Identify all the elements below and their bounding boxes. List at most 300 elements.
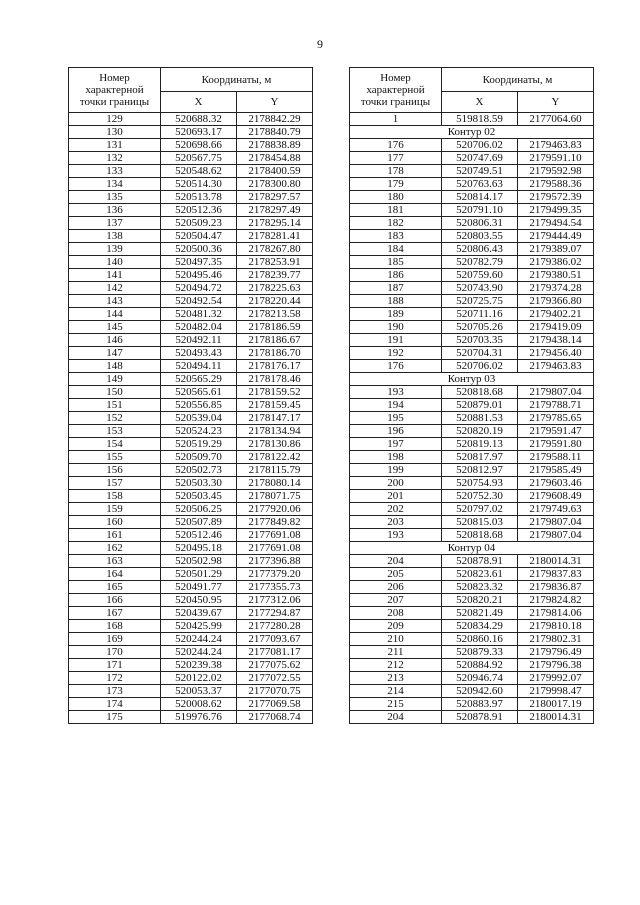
x-coordinate-cell: 520244.24 <box>161 633 237 646</box>
point-number-cell: 146 <box>69 334 161 347</box>
table-row <box>350 568 594 581</box>
y-coordinate-cell: 2177064.60 <box>518 113 594 126</box>
x-coordinate-cell: 520567.75 <box>161 152 237 165</box>
y-coordinate-cell: 2179494.54 <box>518 217 594 230</box>
contour-label: Контур 02 <box>350 126 594 139</box>
y-coordinate-cell: 2179444.49 <box>518 230 594 243</box>
x-coordinate-cell: 520820.21 <box>442 594 518 607</box>
y-coordinate-cell: 2179588.11 <box>518 451 594 464</box>
point-number-cell: 177 <box>350 152 442 165</box>
y-coordinate-cell: 2177355.73 <box>237 581 313 594</box>
table-row <box>350 217 594 230</box>
x-coordinate-cell: 520823.32 <box>442 581 518 594</box>
table-row <box>350 529 594 542</box>
table-row <box>69 126 313 139</box>
y-coordinate-cell: 2179592.98 <box>518 165 594 178</box>
y-header: Y <box>518 92 594 113</box>
table-row <box>350 139 594 152</box>
x-coordinate-cell: 520942.60 <box>442 685 518 698</box>
x-coordinate-cell: 520791.10 <box>442 204 518 217</box>
y-coordinate-cell: 2177920.06 <box>237 503 313 516</box>
x-coordinate-cell: 520821.49 <box>442 607 518 620</box>
table-row <box>69 308 313 321</box>
table-row <box>350 698 594 711</box>
x-coordinate-cell: 520503.45 <box>161 490 237 503</box>
y-coordinate-cell: 2179591.10 <box>518 152 594 165</box>
x-coordinate-cell: 520497.35 <box>161 256 237 269</box>
y-coordinate-cell: 2179837.83 <box>518 568 594 581</box>
x-coordinate-cell: 520501.29 <box>161 568 237 581</box>
x-coordinate-cell: 520519.29 <box>161 438 237 451</box>
x-coordinate-cell: 520481.32 <box>161 308 237 321</box>
table-row <box>350 282 594 295</box>
point-number-cell: 162 <box>69 542 161 555</box>
point-number-cell: 147 <box>69 347 161 360</box>
table-row <box>69 464 313 477</box>
point-number-cell: 133 <box>69 165 161 178</box>
table-row <box>69 269 313 282</box>
table-row <box>350 178 594 191</box>
point-number-cell: 153 <box>69 425 161 438</box>
x-coordinate-cell: 519976.76 <box>161 711 237 724</box>
x-coordinate-cell: 520491.77 <box>161 581 237 594</box>
x-coordinate-cell: 520495.18 <box>161 542 237 555</box>
x-coordinate-cell: 520548.62 <box>161 165 237 178</box>
point-number-cell: 159 <box>69 503 161 516</box>
x-coordinate-cell: 520494.11 <box>161 360 237 373</box>
table-row <box>350 360 594 373</box>
x-coordinate-cell: 520482.04 <box>161 321 237 334</box>
x-coordinate-cell: 520565.61 <box>161 386 237 399</box>
table-row <box>350 191 594 204</box>
point-number-cell: 191 <box>350 334 442 347</box>
point-number-cell: 211 <box>350 646 442 659</box>
contour-label: Контур 03 <box>350 373 594 386</box>
y-coordinate-cell: 2177312.06 <box>237 594 313 607</box>
point-number-cell: 197 <box>350 438 442 451</box>
x-coordinate-cell: 520814.17 <box>442 191 518 204</box>
x-coordinate-cell: 520509.23 <box>161 217 237 230</box>
table-row <box>69 256 313 269</box>
point-number-cell: 168 <box>69 620 161 633</box>
point-number-cell: 157 <box>69 477 161 490</box>
x-coordinate-cell: 520239.38 <box>161 659 237 672</box>
y-coordinate-cell: 2179402.21 <box>518 308 594 321</box>
y-coordinate-cell: 2179419.09 <box>518 321 594 334</box>
x-coordinate-cell: 520725.75 <box>442 295 518 308</box>
table-row <box>350 334 594 347</box>
y-coordinate-cell: 2179366.80 <box>518 295 594 308</box>
y-coordinate-cell: 2178297.49 <box>237 204 313 217</box>
x-coordinate-cell: 520495.46 <box>161 269 237 282</box>
y-coordinate-cell: 2178159.52 <box>237 386 313 399</box>
point-number-cell: 166 <box>69 594 161 607</box>
y-coordinate-cell: 2179499.35 <box>518 204 594 217</box>
point-number-cell: 151 <box>69 399 161 412</box>
point-number-cell: 158 <box>69 490 161 503</box>
table-row <box>350 581 594 594</box>
x-coordinate-cell: 520749.51 <box>442 165 518 178</box>
y-coordinate-cell: 2178842.29 <box>237 113 313 126</box>
x-coordinate-cell: 520806.31 <box>442 217 518 230</box>
table-row <box>350 269 594 282</box>
x-coordinate-cell: 520703.35 <box>442 334 518 347</box>
table-row <box>350 204 594 217</box>
x-coordinate-cell: 520818.68 <box>442 529 518 542</box>
x-coordinate-cell: 520752.30 <box>442 490 518 503</box>
table-row <box>350 451 594 464</box>
x-coordinate-cell: 520122.02 <box>161 672 237 685</box>
x-coordinate-cell: 520008.62 <box>161 698 237 711</box>
point-number-cell: 132 <box>69 152 161 165</box>
table-row <box>69 178 313 191</box>
table-row <box>350 425 594 438</box>
point-number-cell: 193 <box>350 386 442 399</box>
y-coordinate-cell: 2179992.07 <box>518 672 594 685</box>
table-row <box>69 555 313 568</box>
table-row <box>350 243 594 256</box>
point-number-cell: 135 <box>69 191 161 204</box>
x-coordinate-cell: 520704.31 <box>442 347 518 360</box>
x-coordinate-cell: 520803.55 <box>442 230 518 243</box>
y-coordinate-cell: 2178071.75 <box>237 490 313 503</box>
point-number-cell: 145 <box>69 321 161 334</box>
y-coordinate-cell: 2178454.88 <box>237 152 313 165</box>
table-row <box>69 243 313 256</box>
x-coordinate-cell: 520782.79 <box>442 256 518 269</box>
x-coordinate-cell: 520053.37 <box>161 685 237 698</box>
point-number-cell: 149 <box>69 373 161 386</box>
x-coordinate-cell: 520512.46 <box>161 529 237 542</box>
y-coordinate-cell: 2179836.87 <box>518 581 594 594</box>
point-number-cell: 138 <box>69 230 161 243</box>
point-number-cell: 150 <box>69 386 161 399</box>
y-coordinate-cell: 2177069.58 <box>237 698 313 711</box>
table-row <box>69 503 313 516</box>
point-number-cell: 178 <box>350 165 442 178</box>
table-row <box>69 230 313 243</box>
point-number-cell: 185 <box>350 256 442 269</box>
y-coordinate-cell: 2179591.47 <box>518 425 594 438</box>
table-row <box>350 152 594 165</box>
table-row <box>69 516 313 529</box>
table-row <box>69 360 313 373</box>
table-row <box>350 646 594 659</box>
table-row <box>69 386 313 399</box>
table-row <box>69 412 313 425</box>
point-number-header: Номер характерной точки границы <box>350 68 442 113</box>
table-row <box>350 672 594 685</box>
y-coordinate-cell: 2179456.40 <box>518 347 594 360</box>
y-coordinate-cell: 2179807.04 <box>518 386 594 399</box>
point-number-cell: 205 <box>350 568 442 581</box>
y-coordinate-cell: 2179591.80 <box>518 438 594 451</box>
point-number-cell: 215 <box>350 698 442 711</box>
x-coordinate-cell: 520506.25 <box>161 503 237 516</box>
y-coordinate-cell: 2177075.62 <box>237 659 313 672</box>
table-row <box>350 113 594 126</box>
x-coordinate-cell: 520759.60 <box>442 269 518 282</box>
y-header: Y <box>237 92 313 113</box>
point-number-cell: 181 <box>350 204 442 217</box>
y-coordinate-cell: 2178400.59 <box>237 165 313 178</box>
table-row <box>69 529 313 542</box>
x-coordinate-cell: 520450.95 <box>161 594 237 607</box>
table-row <box>350 594 594 607</box>
table-row <box>69 438 313 451</box>
y-coordinate-cell: 2179603.46 <box>518 477 594 490</box>
table-row <box>350 633 594 646</box>
y-coordinate-cell: 2179749.63 <box>518 503 594 516</box>
x-coordinate-cell: 520834.29 <box>442 620 518 633</box>
table-row <box>350 295 594 308</box>
point-number-cell: 171 <box>69 659 161 672</box>
point-number-cell: 189 <box>350 308 442 321</box>
x-header: X <box>161 92 237 113</box>
y-coordinate-cell: 2180014.31 <box>518 711 594 724</box>
x-coordinate-cell: 520502.98 <box>161 555 237 568</box>
table-row <box>69 373 313 386</box>
table-row <box>69 165 313 178</box>
x-coordinate-cell: 520556.85 <box>161 399 237 412</box>
y-coordinate-cell: 2179463.83 <box>518 139 594 152</box>
x-coordinate-cell: 520812.97 <box>442 464 518 477</box>
x-coordinate-cell: 520815.03 <box>442 516 518 529</box>
x-coordinate-cell: 520492.11 <box>161 334 237 347</box>
point-number-cell: 148 <box>69 360 161 373</box>
point-number-cell: 214 <box>350 685 442 698</box>
y-coordinate-cell: 2177070.75 <box>237 685 313 698</box>
table-row <box>350 230 594 243</box>
table-row <box>69 633 313 646</box>
table-row <box>69 698 313 711</box>
y-coordinate-cell: 2179585.49 <box>518 464 594 477</box>
table-row <box>350 620 594 633</box>
x-coordinate-cell: 520946.74 <box>442 672 518 685</box>
y-coordinate-cell: 2179824.82 <box>518 594 594 607</box>
y-coordinate-cell: 2177280.28 <box>237 620 313 633</box>
y-coordinate-cell: 2178134.94 <box>237 425 313 438</box>
table-row <box>69 490 313 503</box>
y-coordinate-cell: 2177379.20 <box>237 568 313 581</box>
x-coordinate-cell: 520879.01 <box>442 399 518 412</box>
point-number-cell: 142 <box>69 282 161 295</box>
point-number-cell: 169 <box>69 633 161 646</box>
point-number-cell: 204 <box>350 711 442 724</box>
point-number-cell: 170 <box>69 646 161 659</box>
point-number-cell: 155 <box>69 451 161 464</box>
coordinates-table-left <box>68 67 313 724</box>
point-number-cell: 212 <box>350 659 442 672</box>
y-coordinate-cell: 2178130.86 <box>237 438 313 451</box>
x-coordinate-cell: 520539.04 <box>161 412 237 425</box>
point-number-cell: 143 <box>69 295 161 308</box>
point-number-cell: 174 <box>69 698 161 711</box>
x-coordinate-cell: 520820.19 <box>442 425 518 438</box>
point-number-cell: 190 <box>350 321 442 334</box>
x-coordinate-cell: 519818.59 <box>442 113 518 126</box>
point-number-cell: 204 <box>350 555 442 568</box>
x-coordinate-cell: 520878.91 <box>442 711 518 724</box>
y-coordinate-cell: 2178225.63 <box>237 282 313 295</box>
point-number-cell: 203 <box>350 516 442 529</box>
y-coordinate-cell: 2178840.79 <box>237 126 313 139</box>
point-number-cell: 175 <box>69 711 161 724</box>
y-coordinate-cell: 2178147.17 <box>237 412 313 425</box>
table-row <box>350 438 594 451</box>
x-coordinate-cell: 520823.61 <box>442 568 518 581</box>
x-coordinate-cell: 520509.70 <box>161 451 237 464</box>
point-number-cell: 195 <box>350 412 442 425</box>
y-coordinate-cell: 2179374.28 <box>518 282 594 295</box>
x-coordinate-cell: 520747.69 <box>442 152 518 165</box>
point-number-cell: 188 <box>350 295 442 308</box>
point-number-header: Номер характерной точки границы <box>69 68 161 113</box>
coordinates-header: Координаты, м <box>442 68 594 92</box>
x-coordinate-cell: 520492.54 <box>161 295 237 308</box>
table-row <box>350 386 594 399</box>
y-coordinate-cell: 2179814.06 <box>518 607 594 620</box>
table-row <box>69 204 313 217</box>
point-number-cell: 206 <box>350 581 442 594</box>
x-coordinate-cell: 520507.89 <box>161 516 237 529</box>
table-row <box>69 282 313 295</box>
y-coordinate-cell: 2179386.02 <box>518 256 594 269</box>
table-row <box>350 477 594 490</box>
x-coordinate-cell: 520693.17 <box>161 126 237 139</box>
x-header: X <box>442 92 518 113</box>
contour-label: Контур 04 <box>350 542 594 555</box>
x-coordinate-cell: 520524.23 <box>161 425 237 438</box>
y-coordinate-cell: 2178186.70 <box>237 347 313 360</box>
point-number-cell: 165 <box>69 581 161 594</box>
point-number-cell: 196 <box>350 425 442 438</box>
point-number-cell: 210 <box>350 633 442 646</box>
point-number-cell: 200 <box>350 477 442 490</box>
y-coordinate-cell: 2178267.80 <box>237 243 313 256</box>
point-number-cell: 199 <box>350 464 442 477</box>
table-row <box>69 152 313 165</box>
x-coordinate-cell: 520503.30 <box>161 477 237 490</box>
point-number-cell: 152 <box>69 412 161 425</box>
y-coordinate-cell: 2178122.42 <box>237 451 313 464</box>
y-coordinate-cell: 2179785.65 <box>518 412 594 425</box>
point-number-cell: 202 <box>350 503 442 516</box>
x-coordinate-cell: 520797.02 <box>442 503 518 516</box>
x-coordinate-cell: 520818.68 <box>442 386 518 399</box>
table-row <box>69 113 313 126</box>
y-coordinate-cell: 2177093.67 <box>237 633 313 646</box>
y-coordinate-cell: 2177068.74 <box>237 711 313 724</box>
table-row <box>350 308 594 321</box>
y-coordinate-cell: 2180017.19 <box>518 698 594 711</box>
point-number-cell: 208 <box>350 607 442 620</box>
table-row <box>350 347 594 360</box>
table-row <box>69 672 313 685</box>
y-coordinate-cell: 2177396.88 <box>237 555 313 568</box>
y-coordinate-cell: 2178295.14 <box>237 217 313 230</box>
table-row <box>350 555 594 568</box>
y-coordinate-cell: 2179588.36 <box>518 178 594 191</box>
table-row <box>350 659 594 672</box>
table-row <box>69 425 313 438</box>
x-coordinate-cell: 520879.33 <box>442 646 518 659</box>
x-coordinate-cell: 520878.91 <box>442 555 518 568</box>
y-coordinate-cell: 2177849.82 <box>237 516 313 529</box>
table-row <box>69 334 313 347</box>
point-number-cell: 140 <box>69 256 161 269</box>
table-row <box>350 165 594 178</box>
point-number-cell: 141 <box>69 269 161 282</box>
table-row <box>69 620 313 633</box>
y-coordinate-cell: 2179810.18 <box>518 620 594 633</box>
point-number-cell: 164 <box>69 568 161 581</box>
x-coordinate-cell: 520706.02 <box>442 360 518 373</box>
point-number-cell: 186 <box>350 269 442 282</box>
table-row <box>69 217 313 230</box>
point-number-cell: 209 <box>350 620 442 633</box>
y-coordinate-cell: 2178220.44 <box>237 295 313 308</box>
table-row <box>69 542 313 555</box>
x-coordinate-cell: 520883.97 <box>442 698 518 711</box>
table-row <box>350 685 594 698</box>
table-row <box>69 451 313 464</box>
table-row <box>69 581 313 594</box>
table-row <box>350 399 594 412</box>
x-coordinate-cell: 520817.97 <box>442 451 518 464</box>
y-coordinate-cell: 2178838.89 <box>237 139 313 152</box>
table-row <box>69 295 313 308</box>
y-coordinate-cell: 2178253.91 <box>237 256 313 269</box>
x-coordinate-cell: 520884.92 <box>442 659 518 672</box>
y-coordinate-cell: 2179572.39 <box>518 191 594 204</box>
point-number-cell: 139 <box>69 243 161 256</box>
x-coordinate-cell: 520565.29 <box>161 373 237 386</box>
point-number-cell: 207 <box>350 594 442 607</box>
page-number: 9 <box>317 37 323 51</box>
coordinates-table-right <box>349 67 594 724</box>
point-number-cell: 187 <box>350 282 442 295</box>
x-coordinate-cell: 520514.30 <box>161 178 237 191</box>
x-coordinate-cell: 520881.53 <box>442 412 518 425</box>
y-coordinate-cell: 2179608.49 <box>518 490 594 503</box>
table-row <box>69 685 313 698</box>
y-coordinate-cell: 2177691.08 <box>237 542 313 555</box>
point-number-cell: 179 <box>350 178 442 191</box>
y-coordinate-cell: 2178239.77 <box>237 269 313 282</box>
table-row <box>350 516 594 529</box>
table-row <box>69 646 313 659</box>
point-number-cell: 163 <box>69 555 161 568</box>
table-row <box>69 659 313 672</box>
x-coordinate-cell: 520502.73 <box>161 464 237 477</box>
table-row <box>350 321 594 334</box>
point-number-cell: 176 <box>350 360 442 373</box>
coordinates-header: Координаты, м <box>161 68 313 92</box>
x-coordinate-cell: 520688.32 <box>161 113 237 126</box>
point-number-cell: 131 <box>69 139 161 152</box>
y-coordinate-cell: 2179807.04 <box>518 529 594 542</box>
x-coordinate-cell: 520494.72 <box>161 282 237 295</box>
y-coordinate-cell: 2179807.04 <box>518 516 594 529</box>
point-number-cell: 129 <box>69 113 161 126</box>
point-number-cell: 160 <box>69 516 161 529</box>
y-coordinate-cell: 2178186.67 <box>237 334 313 347</box>
table-row <box>69 139 313 152</box>
point-number-cell: 134 <box>69 178 161 191</box>
table-row <box>350 256 594 269</box>
y-coordinate-cell: 2179438.14 <box>518 334 594 347</box>
